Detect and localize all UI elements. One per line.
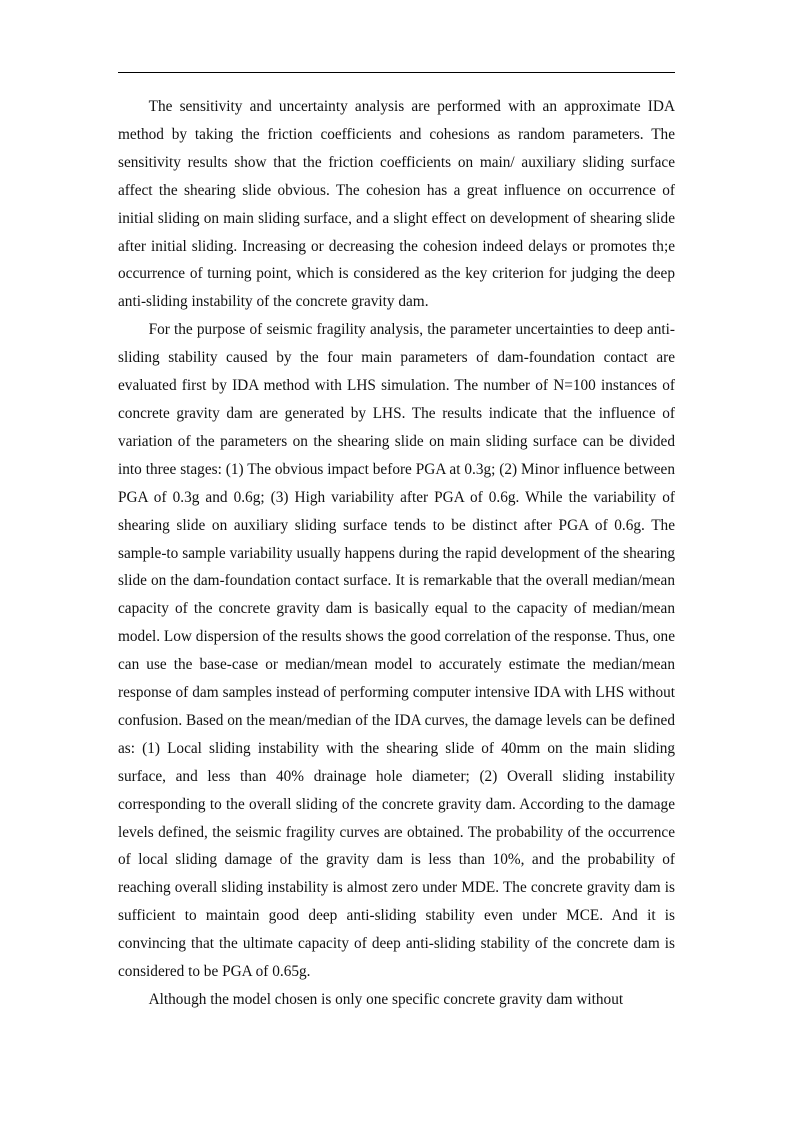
paragraph-sensitivity-analysis: The sensitivity and uncertainty analysis are performed with an approximate IDA method by taking the friction coefficients and cohesions as random parameters. The sensitivity results show that the friction coefficients on main/ auxiliary sliding surface affect the shearing slide obvious. The cohesion has a great influence on occurrence of initial sliding on main sliding surface, and a slight effect on development of shearing slide after initial sliding. Increasing or decreasing the cohesion indeed delays or promotes th;e occurrence of turning point, which is considered as the key criterion for judging the deep anti-sliding instability of the concrete gravity dam. xyxy=(118,98,675,311)
body-text xyxy=(118,93,675,1014)
header-rule xyxy=(118,72,675,73)
paragraph-seismic-fragility: For the purpose of seismic fragility analysis, the parameter uncertainties to deep anti-sliding stability caused by the four main parameters of dam-foundation contact are evaluated first by IDA method with LHS simulation. The number of N=100 instances of concrete gravity dam are generated by LHS. The results indicate that the influence of variation of the parameters on the shearing slide on main sliding surface can be divided into three stages: (1) The obvious impact before PGA at 0.3g; (2) Minor influence between PGA of 0.3g and 0.6g; (3) High variability after PGA of 0.6g. While the variability of shearing slide on auxiliary sliding surface tends to be distinct after PGA of 0.6g. The sample-to sample variability usually happens during the rapid development of the shearing slide on the dam-foundation contact surface. It is remarkable that the overall median/mean capacity of the concrete gravity dam is basically equal to the capacity of median/mean model. Low dispersion of the results shows the good correlation of the response. Thus, one can use the base-case or median/mean model to accurately estimate the median/mean response of dam samples instead of performing computer intensive IDA with LHS without confusion. Based on the mean/median of the IDA curves, the damage levels can be defined as: (1) Local sliding instability with the shearing slide of 40mm on the main sliding surface, and less than 40% drainage hole diameter; (2) Overall sliding instability corresponding to the overall sliding of the concrete gravity dam. According to the damage levels defined, the seismic fragility curves are obtained. The probability of the occurrence of local sliding damage of the gravity dam is less than 10%, and the probability of reaching overall sliding instability is almost zero under MDE. The concrete gravity dam is sufficient to maintain good deep anti-sliding stability even under MCE. And it is convincing that the ultimate capacity of deep anti-sliding stability of the concrete dam is considered to be PGA of 0.65g. xyxy=(118,321,675,981)
paragraph-model-limitations: Although the model chosen is only one specific concrete gravity dam without xyxy=(148,991,624,1008)
